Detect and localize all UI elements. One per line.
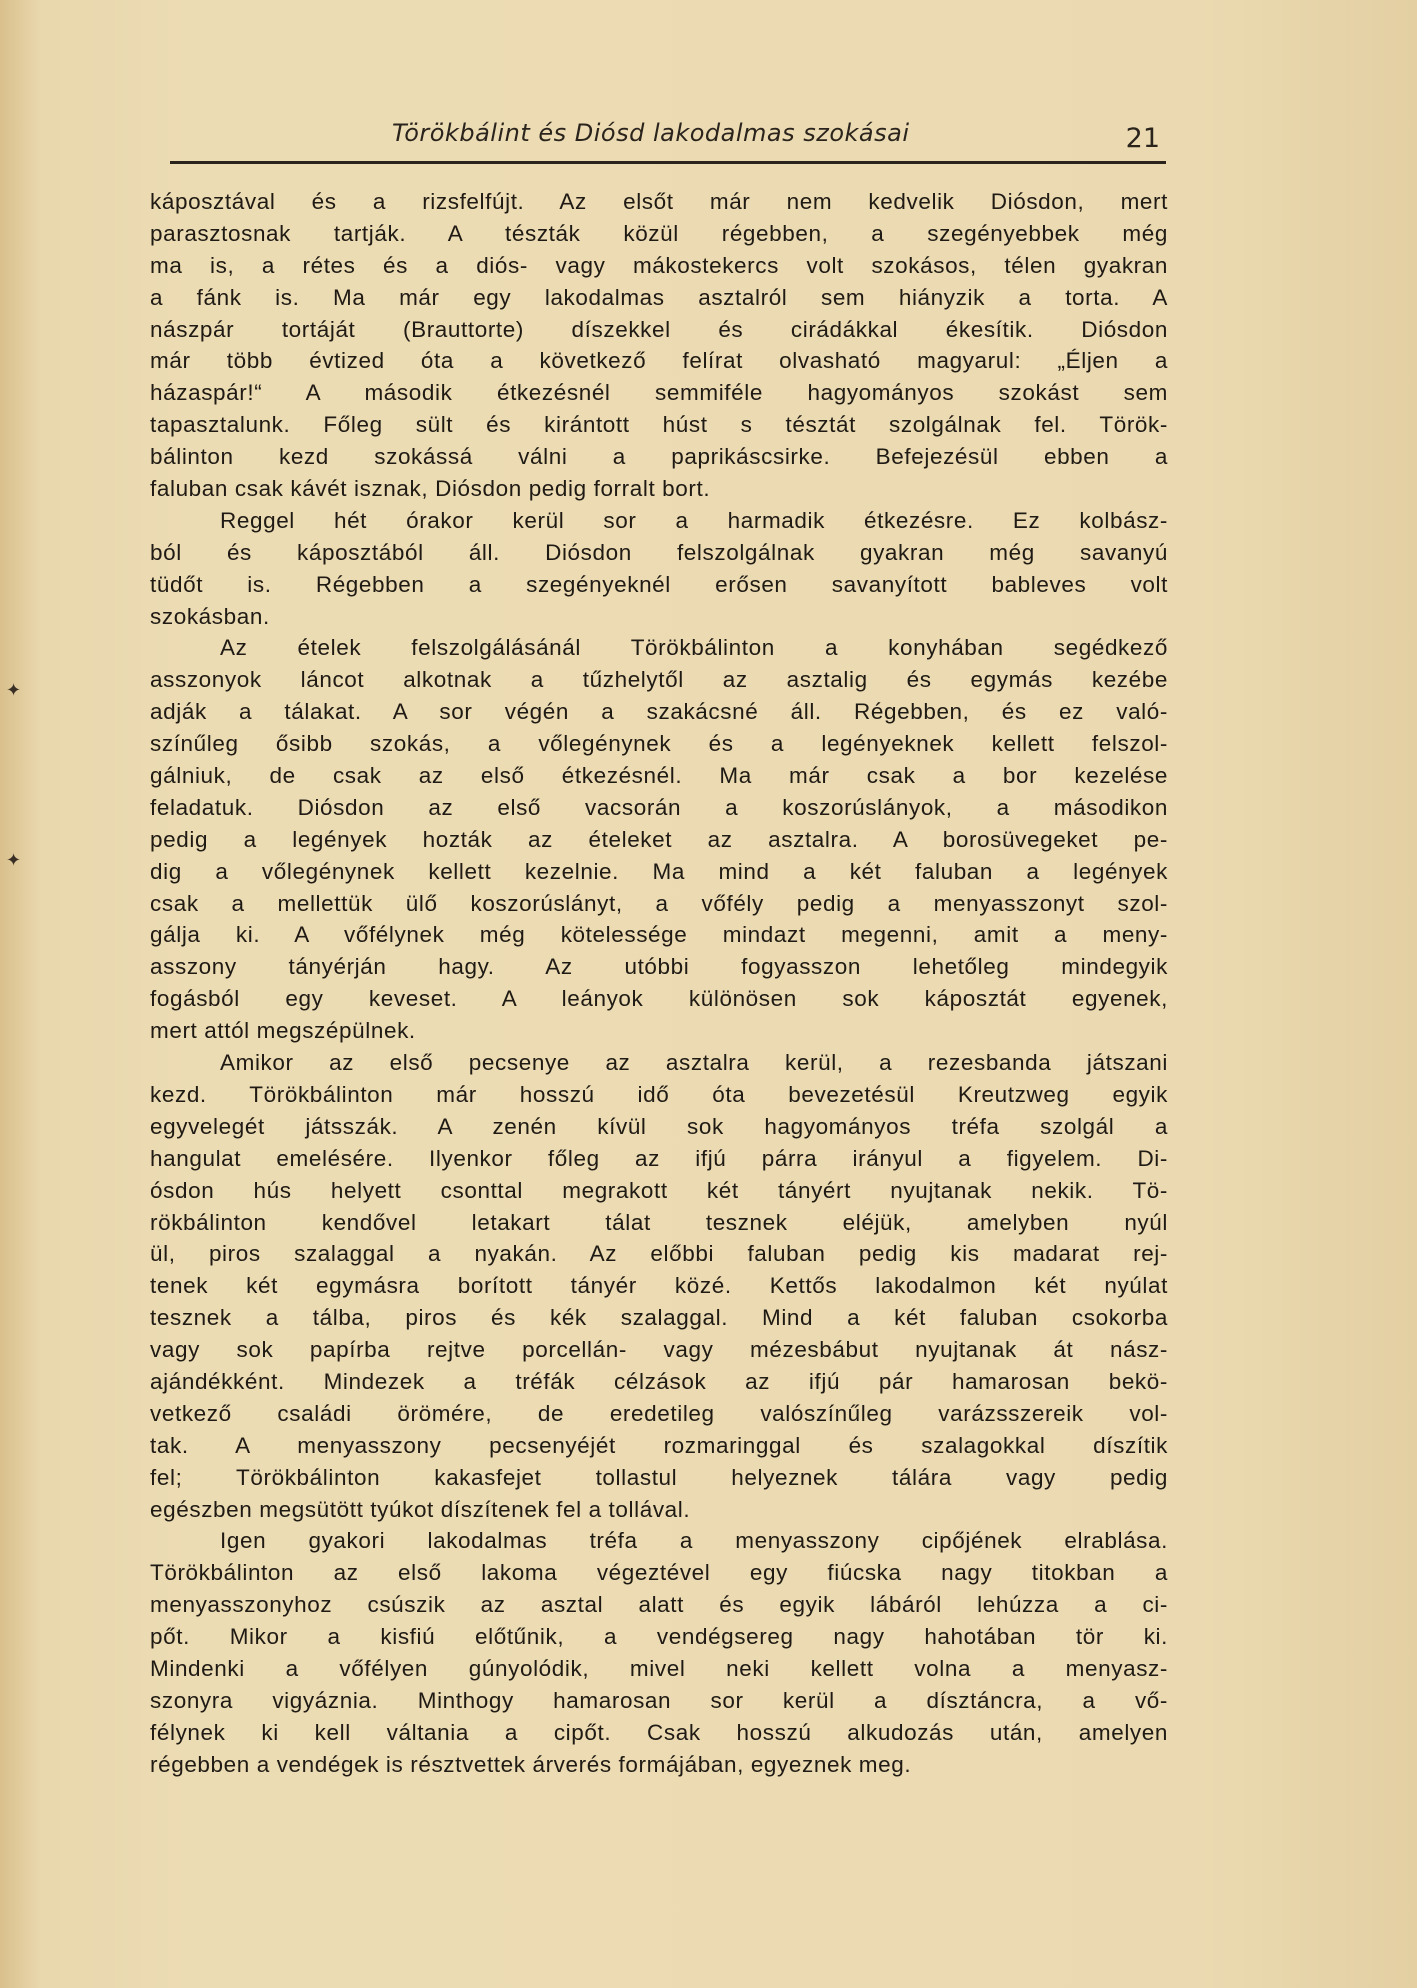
body-text bbox=[150, 186, 1168, 1781]
text-line: ból és káposztából áll. Diósdon felszolgálnak gyakran még savanyú bbox=[150, 539, 1168, 565]
text-line: gálniuk, de csak az első étkezésnél. Ma már csak a bor kezelése bbox=[150, 763, 1168, 789]
text-line: mert attól megszépülnek. bbox=[150, 1018, 416, 1044]
text-line: ül, piros szalaggal a nyakán. Az előbbi faluban pedig kis madarat rej- bbox=[150, 1241, 1168, 1267]
text-line: Reggel hét órakor kerül sor a harmadik étkezésre. Ez kolbász- bbox=[220, 507, 1168, 533]
text-line: Mindenki a vőfélyen gúnyolódik, mivel neki kellett volna a menyasz- bbox=[150, 1655, 1168, 1681]
text-line: fogásból egy keveset. A leányok különösen sok káposztát egyenek, bbox=[150, 986, 1168, 1012]
margin-tick-mark: ✦ bbox=[6, 850, 22, 871]
text-line: parasztosnak tartják. A tészták közül régebben, a szegényebbek még bbox=[150, 220, 1168, 246]
text-line: félynek ki kell váltania a cipőt. Csak hosszú alkudozás után, amelyen bbox=[150, 1719, 1168, 1745]
text-line: kezd. Törökbálinton már hosszú idő óta bevezetésül Kreutzweg egyik bbox=[150, 1081, 1168, 1107]
text-line: dig a vőlegénynek kellett kezelnie. Ma mind a két faluban a legények bbox=[150, 858, 1168, 884]
text-line: szonyra vigyáznia. Minthogy hamarosan sor kerül a dísztáncra, a vő- bbox=[150, 1687, 1168, 1713]
text-line: faluban csak kávét isznak, Diósdon pedig forralt bort. bbox=[150, 476, 711, 502]
text-line: pőt. Mikor a kisfiú előtűnik, a vendégsereg nagy hahotában tör ki. bbox=[150, 1624, 1168, 1650]
text-line: Amikor az első pecsenye az asztalra kerül, a rezesbanda játszani bbox=[220, 1050, 1168, 1076]
text-line: csak a mellettük ülő koszorúslányt, a vőfély pedig a menyasszonyt szol- bbox=[150, 890, 1168, 916]
paragraph bbox=[150, 505, 1168, 633]
text-line: színűleg ősibb szokás, a vőlegénynek és a legényeknek kellett felszol- bbox=[150, 731, 1168, 757]
text-line: asszonyok láncot alkotnak a tűzhelytől az asztalig és egymás kezébe bbox=[150, 667, 1168, 693]
text-line: feladatuk. Diósdon az első vacsorán a koszorúslányok, a másodikon bbox=[150, 794, 1168, 820]
text-line: tapasztalunk. Főleg sült és kirántott húst s tésztát szolgálnak fel. Török- bbox=[150, 412, 1168, 438]
text-line: tüdőt is. Régebben a szegényeknél erősen savanyított bableves volt bbox=[150, 571, 1168, 597]
paragraph bbox=[150, 632, 1168, 1047]
paragraph bbox=[150, 1525, 1168, 1780]
text-line: ma is, a rétes és a diós- vagy mákostekercs volt szokásos, télen gyakran bbox=[150, 252, 1168, 278]
text-line: asszony tányérján hagy. Az utóbbi fogyasszon lehetőleg mindegyik bbox=[150, 954, 1168, 980]
text-line: már több évtized óta a következő felírat olvasható magyarul: „Éljen a bbox=[150, 348, 1168, 374]
text-line: pedig a legények hozták az ételeket az asztalra. A borosüvegeket pe- bbox=[150, 826, 1168, 852]
running-title: Törökbálint és Diósd lakodalmas szokásai bbox=[392, 119, 910, 147]
text-line: menyasszonyhoz csúszik az asztal alatt és egyik lábáról lehúzza a ci- bbox=[150, 1592, 1168, 1618]
text-line: tesznek a tálba, piros és kék szalaggal. Mind a két faluban csokorba bbox=[150, 1305, 1168, 1331]
text-line: egyvelegét játsszák. A zenén kívül sok hagyományos tréfa szolgál a bbox=[150, 1113, 1168, 1139]
text-line: házaspár!“ A második étkezésnél semmiféle hagyományos szokást sem bbox=[150, 380, 1168, 406]
text-line: bálinton kezd szokássá válni a paprikáscsirke. Befejezésül ebben a bbox=[150, 444, 1168, 470]
text-line: rökbálinton kendővel letakart tálat tesznek eléjük, amelyben nyúl bbox=[150, 1209, 1168, 1235]
text-line: adják a tálakat. A sor végén a szakácsné áll. Régebben, és ez való- bbox=[150, 699, 1168, 725]
page-header bbox=[170, 117, 1166, 164]
text-line: szokásban. bbox=[150, 603, 270, 629]
text-line: ajándékként. Mindezek a tréfák célzások az ifjú pár hamarosan bekö- bbox=[150, 1368, 1168, 1394]
text-line: fel; Törökbálinton kakasfejet tollastul helyeznek tálára vagy pedig bbox=[150, 1464, 1168, 1490]
text-line: vagy sok papírba rejtve porcellán- vagy mézesbábut nyujtanak át nász- bbox=[150, 1337, 1168, 1363]
paragraph bbox=[150, 1047, 1168, 1525]
text-line: vetkező családi örömére, de eredetileg valószínűleg varázsszereik vol- bbox=[150, 1400, 1168, 1426]
page-number: 21 bbox=[1125, 123, 1160, 154]
text-line: hangulat emelésére. Ilyenkor főleg az ifjú párra irányul a figyelem. Di- bbox=[150, 1145, 1168, 1171]
text-line: Törökbálinton az első lakoma végeztével egy fiúcska nagy titokban a bbox=[150, 1560, 1168, 1586]
text-line: káposztával és a rizsfelfújt. Az elsőt már nem kedvelik Diósdon, mert bbox=[150, 189, 1168, 214]
text-line: Igen gyakori lakodalmas tréfa a menyasszony cipőjének elrablása. bbox=[220, 1528, 1168, 1554]
text-line: régebben a vendégek is résztvettek árverés formájában, egyeznek meg. bbox=[150, 1751, 912, 1777]
text-line: egészben megsütött tyúkot díszítenek fel a tollával. bbox=[150, 1496, 691, 1522]
margin-tick-mark: ✦ bbox=[6, 680, 22, 701]
paragraph bbox=[150, 186, 1168, 505]
text-line: tak. A menyasszony pecsenyéjét rozmaringgal és szalagokkal díszítik bbox=[150, 1432, 1168, 1458]
text-line: a fánk is. Ma már egy lakodalmas asztalról sem hiányzik a torta. A bbox=[150, 284, 1168, 310]
text-line: Az ételek felszolgálásánál Törökbálinton a konyhában segédkező bbox=[220, 635, 1168, 661]
text-line: tenek két egymásra borított tányér közé. Kettős lakodalmon két nyúlat bbox=[150, 1273, 1168, 1299]
text-line: nászpár tortáját (Brauttorte) díszekkel és cirádákkal ékesítik. Diósdon bbox=[150, 316, 1168, 342]
text-line: gálja ki. A vőfélynek még kötelessége mindazt megenni, amit a meny- bbox=[150, 922, 1168, 948]
text-line: ósdon hús helyett csonttal megrakott két tányért nyujtanak nekik. Tö- bbox=[150, 1177, 1168, 1203]
